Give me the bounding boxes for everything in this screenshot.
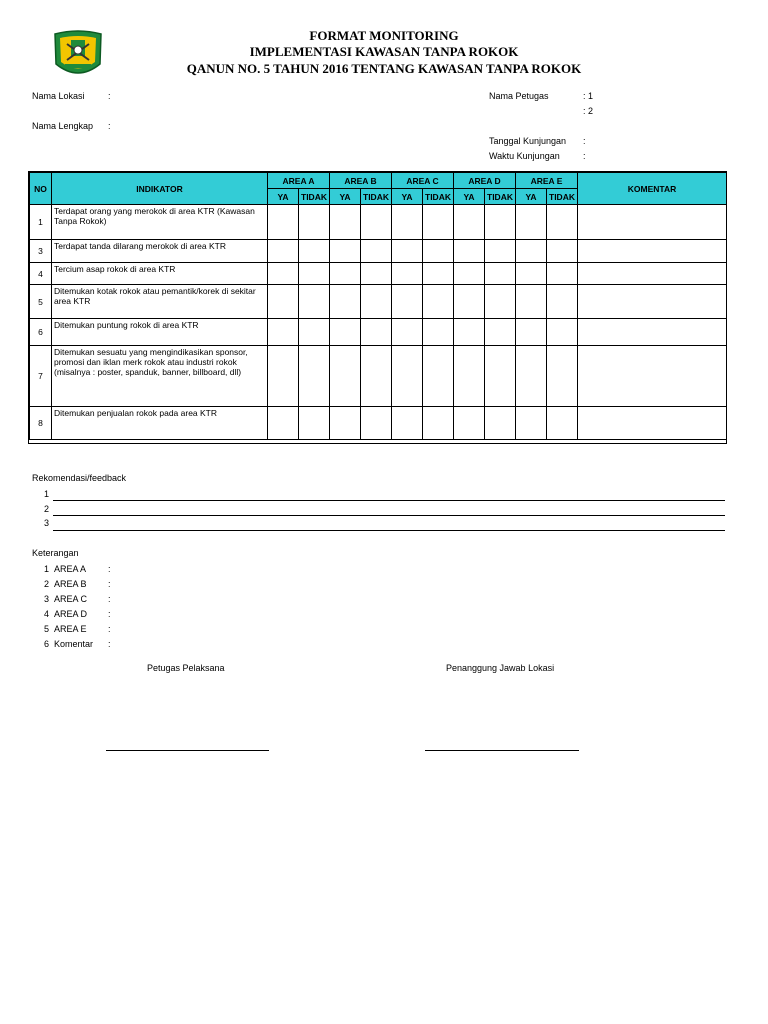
tidak-cell[interactable]: [547, 240, 578, 263]
ya-cell[interactable]: [516, 263, 547, 285]
tidak-cell[interactable]: [299, 240, 330, 263]
keterangan-number: 2: [44, 579, 50, 589]
header-no: NO: [30, 173, 52, 205]
tidak-cell[interactable]: [547, 263, 578, 285]
header-indikator: INDIKATOR: [52, 173, 268, 205]
tidak-cell[interactable]: [423, 205, 454, 240]
tidak-cell[interactable]: [547, 285, 578, 319]
tidak-cell[interactable]: [361, 407, 392, 440]
ya-cell[interactable]: [330, 285, 361, 319]
row-indikator: Ditemukan kotak rokok atau pemantik/korek di sekitar area KTR: [52, 285, 268, 319]
table-row: [30, 407, 727, 440]
tidak-cell[interactable]: [361, 319, 392, 346]
rekomendasi-no-3: 3: [44, 518, 50, 528]
header-ya: YA: [454, 189, 485, 205]
keterangan-colon: :: [108, 639, 111, 649]
header-area-a: AREA A: [268, 173, 330, 189]
keterangan-colon: :: [108, 579, 111, 589]
form-subtitle: IMPLEMENTASI KAWASAN TANPA ROKOK: [249, 44, 519, 59]
ya-cell[interactable]: [392, 319, 423, 346]
nama-lokasi-colon: :: [108, 91, 111, 101]
tidak-cell[interactable]: [299, 319, 330, 346]
row-number: 3: [30, 240, 52, 263]
ya-cell[interactable]: [516, 319, 547, 346]
tidak-cell[interactable]: [485, 240, 516, 263]
nama-lengkap-label: Nama Lengkap: [32, 121, 94, 131]
ya-cell[interactable]: [268, 319, 299, 346]
table-row: [30, 205, 727, 240]
ya-cell[interactable]: [454, 319, 485, 346]
keterangan-colon: :: [108, 564, 111, 574]
keterangan-title: Keterangan: [32, 548, 79, 558]
rekomendasi-line-3[interactable]: [53, 530, 725, 531]
row-indikator: Tercium asap rokok di area KTR: [52, 263, 268, 285]
komentar-cell[interactable]: [578, 285, 727, 319]
ya-cell[interactable]: [330, 407, 361, 440]
ya-cell[interactable]: [392, 346, 423, 407]
tidak-cell[interactable]: [361, 346, 392, 407]
ya-cell[interactable]: [392, 240, 423, 263]
rekomendasi-line-2[interactable]: [53, 515, 725, 516]
petugas-pelaksana-label: Petugas Pelaksana: [147, 663, 225, 673]
ya-cell[interactable]: [330, 346, 361, 407]
tidak-cell[interactable]: [485, 319, 516, 346]
tidak-cell[interactable]: [485, 285, 516, 319]
header-area-d: AREA D: [454, 173, 516, 189]
nama-lokasi-label: Nama Lokasi: [32, 91, 85, 101]
monitoring-table: [29, 172, 727, 440]
ya-cell[interactable]: [392, 407, 423, 440]
tidak-cell[interactable]: [485, 407, 516, 440]
keterangan-number: 4: [44, 609, 50, 619]
table-row: [30, 285, 727, 319]
keterangan-label: AREA D: [54, 609, 88, 619]
tidak-cell[interactable]: [485, 205, 516, 240]
ya-cell[interactable]: [330, 263, 361, 285]
tidak-cell[interactable]: [547, 319, 578, 346]
waktu-kunjungan-label: Waktu Kunjungan: [489, 151, 560, 161]
tidak-cell[interactable]: [361, 205, 392, 240]
komentar-cell[interactable]: [578, 346, 727, 407]
tidak-cell[interactable]: [299, 346, 330, 407]
ya-cell[interactable]: [330, 319, 361, 346]
form-regulation: QANUN NO. 5 TAHUN 2016 TENTANG KAWASAN TANPA ROKOK: [186, 61, 582, 76]
komentar-cell[interactable]: [578, 319, 727, 346]
ya-cell[interactable]: [268, 205, 299, 240]
ya-cell[interactable]: [454, 285, 485, 319]
ya-cell[interactable]: [454, 407, 485, 440]
row-indikator: Terdapat orang yang merokok di area KTR (Kawasan Tanpa Rokok): [52, 205, 268, 240]
petugas-1-field: : 1: [583, 91, 594, 101]
row-indikator: Ditemukan penjualan rokok pada area KTR: [52, 407, 268, 440]
ya-cell[interactable]: [454, 346, 485, 407]
header-ya: YA: [330, 189, 361, 205]
waktu-kunjungan-colon: :: [583, 151, 586, 161]
tidak-cell[interactable]: [423, 240, 454, 263]
header-tidak: TIDAK: [361, 189, 392, 205]
keterangan-number: 1: [44, 564, 50, 574]
keterangan-label: AREA A: [54, 564, 87, 574]
tidak-cell[interactable]: [361, 240, 392, 263]
row-number: 7: [30, 346, 52, 407]
tidak-cell[interactable]: [299, 205, 330, 240]
tidak-cell[interactable]: [299, 407, 330, 440]
tidak-cell[interactable]: [299, 263, 330, 285]
tidak-cell[interactable]: [361, 285, 392, 319]
ya-cell[interactable]: [516, 205, 547, 240]
ya-cell[interactable]: [268, 407, 299, 440]
komentar-cell[interactable]: [578, 205, 727, 240]
tidak-cell[interactable]: [423, 263, 454, 285]
keterangan-colon: :: [108, 594, 111, 604]
header-ya: YA: [268, 189, 299, 205]
rekomendasi-no-2: 2: [44, 504, 50, 514]
header-ya: YA: [516, 189, 547, 205]
ya-cell[interactable]: [268, 346, 299, 407]
tidak-cell[interactable]: [547, 205, 578, 240]
row-number: 5: [30, 285, 52, 319]
ya-cell[interactable]: [392, 205, 423, 240]
row-number: 6: [30, 319, 52, 346]
tidak-cell[interactable]: [423, 346, 454, 407]
keterangan-number: 3: [44, 594, 50, 604]
ya-cell[interactable]: [330, 240, 361, 263]
rekomendasi-no-1: 1: [44, 489, 50, 499]
header-area-c: AREA C: [392, 173, 454, 189]
ya-cell[interactable]: [392, 263, 423, 285]
komentar-cell[interactable]: [578, 240, 727, 263]
table-row: [30, 319, 727, 346]
ya-cell[interactable]: [516, 346, 547, 407]
ya-cell[interactable]: [516, 240, 547, 263]
tidak-cell[interactable]: [423, 319, 454, 346]
signature-line-penanggung-jawab[interactable]: [425, 750, 579, 751]
rekomendasi-line-1[interactable]: [53, 500, 725, 501]
tidak-cell[interactable]: [485, 346, 516, 407]
keterangan-label: AREA B: [54, 579, 87, 589]
rekomendasi-title: Rekomendasi/feedback: [32, 473, 127, 483]
keterangan-label: AREA E: [54, 624, 87, 634]
keterangan-colon: :: [108, 609, 111, 619]
form-title: FORMAT MONITORING: [309, 28, 459, 43]
tidak-cell[interactable]: [299, 285, 330, 319]
header-area-b: AREA B: [330, 173, 392, 189]
penanggung-jawab-label: Penanggung Jawab Lokasi: [446, 663, 555, 673]
petugas-2-field: : 2: [583, 106, 594, 116]
header-area-e: AREA E: [516, 173, 578, 189]
header-tidak: TIDAK: [423, 189, 454, 205]
tidak-cell[interactable]: [485, 263, 516, 285]
row-number: 1: [30, 205, 52, 240]
tidak-cell[interactable]: [423, 285, 454, 319]
ya-cell[interactable]: [516, 407, 547, 440]
keterangan-number: 6: [44, 639, 50, 649]
ya-cell[interactable]: [330, 205, 361, 240]
row-indikator: Ditemukan sesuatu yang mengindikasikan sponsor, promosi dan iklan merk rokok atau industri rokok (misalnya : poster, spanduk, banner, billboard, dll): [52, 346, 268, 407]
row-number: 4: [30, 263, 52, 285]
header-tidak: TIDAK: [547, 189, 578, 205]
row-number: 8: [30, 407, 52, 440]
header-tidak: TIDAK: [299, 189, 330, 205]
keterangan-label: AREA C: [54, 594, 88, 604]
tanggal-kunjungan-label: Tanggal Kunjungan: [489, 136, 567, 146]
keterangan-colon: :: [108, 624, 111, 634]
tanggal-kunjungan-colon: :: [583, 136, 586, 146]
ya-cell[interactable]: [268, 263, 299, 285]
tidak-cell[interactable]: [361, 263, 392, 285]
ya-cell[interactable]: [454, 263, 485, 285]
komentar-cell[interactable]: [578, 263, 727, 285]
signature-line-petugas[interactable]: [106, 750, 269, 751]
nama-lengkap-colon: :: [108, 121, 111, 131]
ya-cell[interactable]: [268, 240, 299, 263]
table-row: [30, 263, 727, 285]
nama-petugas-label: Nama Petugas: [489, 91, 549, 101]
ya-cell[interactable]: [454, 240, 485, 263]
ya-cell[interactable]: [268, 285, 299, 319]
header-ya: YA: [392, 189, 423, 205]
header-tidak: TIDAK: [485, 189, 516, 205]
tidak-cell[interactable]: [547, 346, 578, 407]
header-komentar: KOMENTAR: [578, 173, 727, 205]
keterangan-label: Komentar: [54, 639, 94, 649]
row-indikator: Terdapat tanda dilarang merokok di area KTR: [52, 240, 268, 263]
ya-cell[interactable]: [392, 285, 423, 319]
tidak-cell[interactable]: [423, 407, 454, 440]
table-row: [30, 240, 727, 263]
komentar-cell[interactable]: [578, 407, 727, 440]
tidak-cell[interactable]: [547, 407, 578, 440]
row-indikator: Ditemukan puntung rokok di area KTR: [52, 319, 268, 346]
ya-cell[interactable]: [516, 285, 547, 319]
ya-cell[interactable]: [454, 205, 485, 240]
table-row: [30, 346, 727, 407]
keterangan-number: 5: [44, 624, 50, 634]
